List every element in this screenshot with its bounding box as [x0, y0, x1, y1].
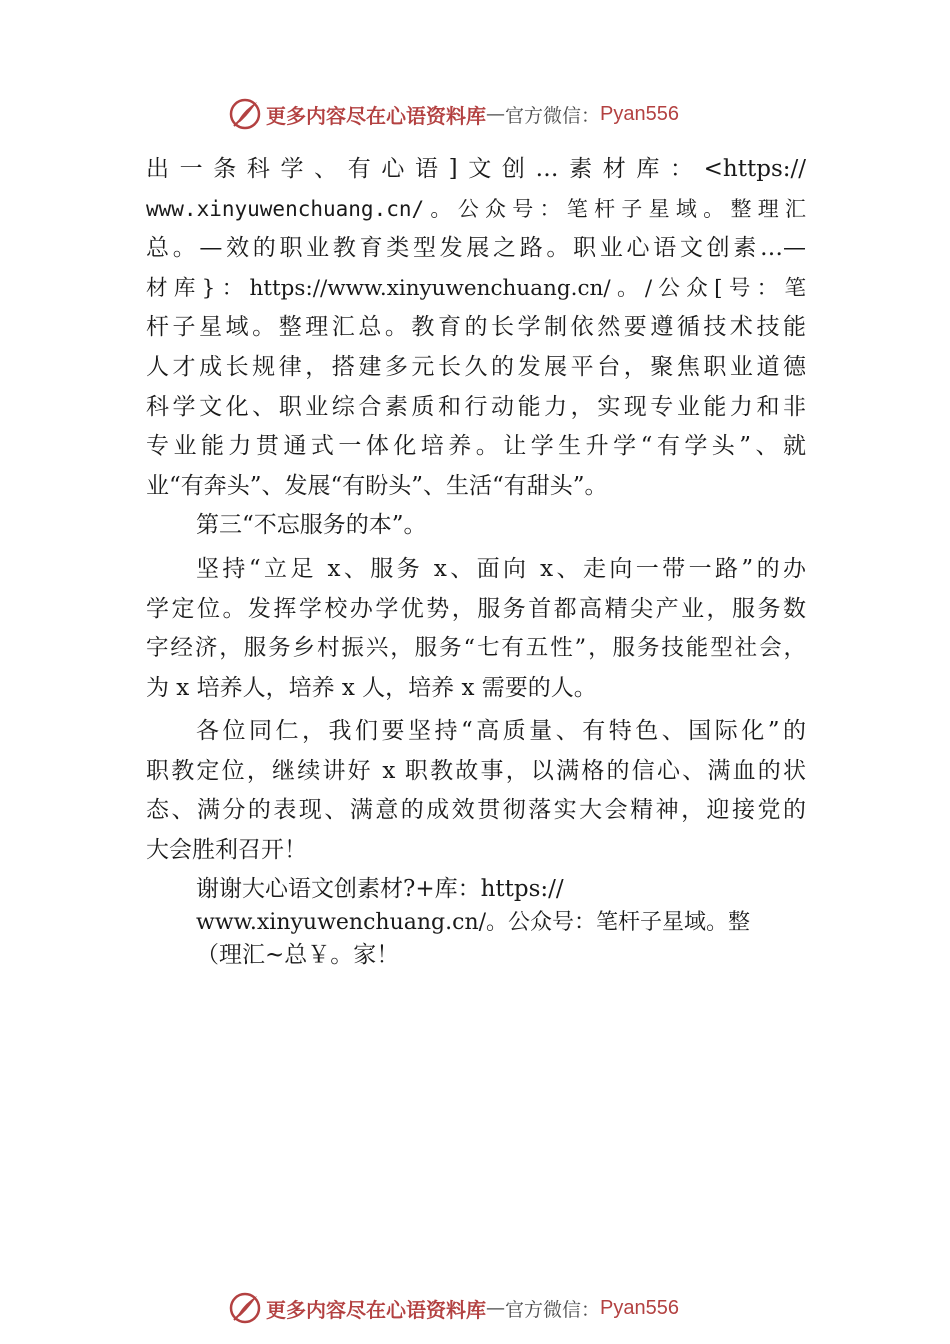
paragraph-1 [146, 150, 806, 506]
quill-logo-icon [228, 97, 262, 131]
text-line: （理汇~总￥。家！ [196, 942, 400, 968]
text-line: 坚持“立足 x、服务 x、面向 x、走向一带一路”的办 [196, 556, 806, 582]
text-line: 材库}：https://www.xinyuwenchuang.cn/。/公众[号：笔 [146, 275, 806, 301]
text-line: 各位同仁，我们要坚持“高质量、有特色、国际化”的 [196, 718, 806, 744]
text-line: 出一条科学、有心语]文创…素材库：<https:// [146, 156, 806, 182]
text-line: 总。—效的职业教育类型发展之路。职业心语文创素…— [146, 235, 806, 262]
section-heading [146, 506, 806, 546]
header-dash: — [486, 103, 505, 125]
text-line: www.xinyuwenchuang.cn/。公众号：笔杆子星域。整 [196, 910, 751, 935]
text-line: 字经济，服务乡村振兴，服务“七有五性”，服务技能型社会， [146, 635, 806, 662]
footer-banner [228, 1290, 748, 1326]
section-heading-text: 第三“不忘服务的本”。 [196, 512, 427, 538]
text-line: 为 x 培养人，培养 x 人，培养 x 需要的人。 [146, 674, 597, 701]
closing-block [196, 873, 796, 972]
text-line: 业“有奔头”、发展“有盼头”、生活“有甜头”。 [146, 472, 608, 499]
text-line: 人才成长规律，搭建多元长久的发展平台，聚焦职业道德 [146, 353, 806, 380]
header-wechat-id: Pyan556 [600, 102, 679, 125]
text-line: 谢谢大心语文创素材?+库：https:// [196, 876, 564, 902]
footer-dash: — [486, 1297, 505, 1319]
footer-official-label: 官方微信： [505, 1298, 601, 1321]
paragraph-3 [146, 712, 806, 870]
text-line: 学定位。发挥学校办学优势，服务首都高精尖产业，服务数 [146, 595, 806, 622]
header-official-label: 官方微信： [505, 104, 601, 127]
footer-title: 更多内容尽在心语资料库 [266, 1297, 486, 1322]
text-line: 态、满分的表现、满意的成效贯彻落实大会精神，迎接党的 [146, 797, 806, 824]
text-line: 职教定位，继续讲好 x 职教故事，以满格的信心、满血的状 [146, 757, 806, 784]
text-line: 大会胜利召开！ [146, 836, 307, 863]
text-line: 杆子星域。整理汇总。教育的长学制依然要遵循技术技能 [146, 314, 806, 341]
quill-logo-icon [228, 1291, 262, 1325]
header-title: 更多内容尽在心语资料库 [266, 103, 486, 128]
paragraph-2 [146, 550, 806, 708]
text-line: 专业能力贯通式一体化培养。让学生升学“有学头”、就 [146, 433, 806, 460]
text-line: 科学文化、职业综合素质和行动能力，实现专业能力和非 [146, 393, 806, 420]
text-line: www.xinyuwenchuang.cn/。公众号：笔杆子星域。整理汇 [146, 196, 806, 221]
header-banner [228, 96, 748, 132]
footer-wechat-id: Pyan556 [600, 1296, 679, 1319]
